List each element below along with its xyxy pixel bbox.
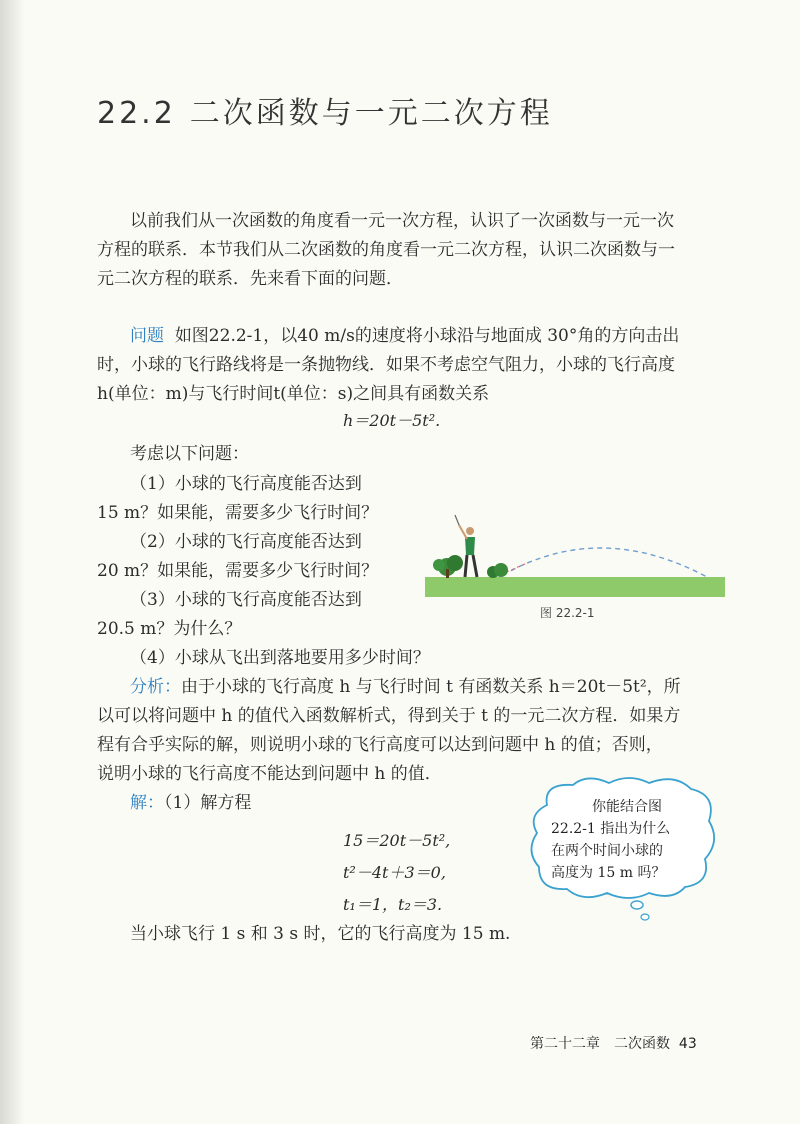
question-4-line: （4）小球从飞出到落地要用多少时间？ xyxy=(130,648,430,668)
section-heading-text: 二次函数与一元二次方程 xyxy=(189,96,553,131)
thought-bubble-line: 高度为 15 m 吗？ xyxy=(551,865,666,881)
solution-equation: t²－4t＋3＝0, xyxy=(343,863,446,882)
solution-line xyxy=(130,789,251,818)
golf-figure xyxy=(425,505,725,600)
analysis-text: 由于小球的飞行高度 h 与飞行时间 t 有函数关系 h＝20t－5t²，所 xyxy=(181,677,681,697)
problem-label: 问题 xyxy=(130,326,164,346)
question-2-line-1: （2）小球的飞行高度能否达到 xyxy=(130,532,362,552)
problem-text: 如图22.2-1，以40 m/s的速度将小球沿与地面成 30°角的方向击出 xyxy=(174,326,680,346)
problem-formula: h＝20t－5t². xyxy=(343,411,441,430)
consider-line: 考虑以下问题： xyxy=(130,444,249,464)
section-title xyxy=(97,88,553,132)
analysis-line-1 xyxy=(130,673,681,702)
problem-line-1 xyxy=(130,322,679,351)
solution-step: （1）解方程 xyxy=(164,793,252,813)
problem-line: h(单位：m)与飞行时间t(单位：s)之间具有函数关系 xyxy=(97,384,490,404)
bush-icon xyxy=(487,563,508,578)
page-footer xyxy=(530,1033,697,1053)
footer-chapter: 第二十二章 二次函数 xyxy=(530,1036,670,1052)
analysis-line: 程有合乎实际的解，则说明小球的飞行高度可以达到问题中 h 的值；否则， xyxy=(97,735,663,755)
solution-conclusion: 当小球飞行 1 s 和 3 s 时，它的飞行高度为 15 m. xyxy=(130,924,511,944)
analysis-label: 分析： xyxy=(130,677,181,697)
parabola-trajectory xyxy=(503,548,707,577)
solution-equation: 15＝20t－5t², xyxy=(343,831,451,850)
question-1-line-1: （1）小球的飞行高度能否达到 xyxy=(130,474,362,494)
tree-icon xyxy=(433,555,463,578)
thought-bubble-line: 你能结合图 xyxy=(592,799,662,815)
problem-line: 时，小球的飞行路线将是一条抛物线．如果不考虑空气阻力，小球的飞行高度 xyxy=(97,355,675,375)
question-3-line-1: （3）小球的飞行高度能否达到 xyxy=(130,590,362,610)
ground-strip xyxy=(425,577,725,597)
page-binding-edge xyxy=(0,0,24,1124)
intro-line: 方程的联系．本节我们从二次函数的角度看一元二次方程，认识二次函数与一 xyxy=(97,240,675,260)
solution-equation: t₁＝1，t₂＝3. xyxy=(343,895,443,914)
solution-label: 解： xyxy=(130,793,164,813)
question-1-line-2: 15 m？如果能，需要多少飞行时间？ xyxy=(97,503,379,523)
analysis-line: 以可以将问题中 h 的值代入函数解析式，得到关于 t 的一元二次方程．如果方 xyxy=(97,706,681,726)
figure-caption: 图 22.2-1 xyxy=(540,606,595,620)
thought-bubble-line: 在两个时间小球的 xyxy=(551,843,663,859)
section-number: 22.2 xyxy=(97,96,176,131)
intro-line: 元二次方程的联系．先来看下面的问题． xyxy=(97,269,403,289)
intro-line: 以前我们从一次函数的角度看一元一次方程，认识了一次函数与一元一次 xyxy=(130,211,674,231)
question-3-line-2: 20.5 m？为什么？ xyxy=(97,619,242,639)
thought-bubble-line: 22.2-1 指出为什么 xyxy=(551,821,671,837)
analysis-line: 说明小球的飞行高度不能达到问题中 h 的值． xyxy=(97,764,442,784)
question-2-line-2: 20 m？如果能，需要多少飞行时间？ xyxy=(97,561,379,581)
page-number: 43 xyxy=(678,1036,697,1052)
